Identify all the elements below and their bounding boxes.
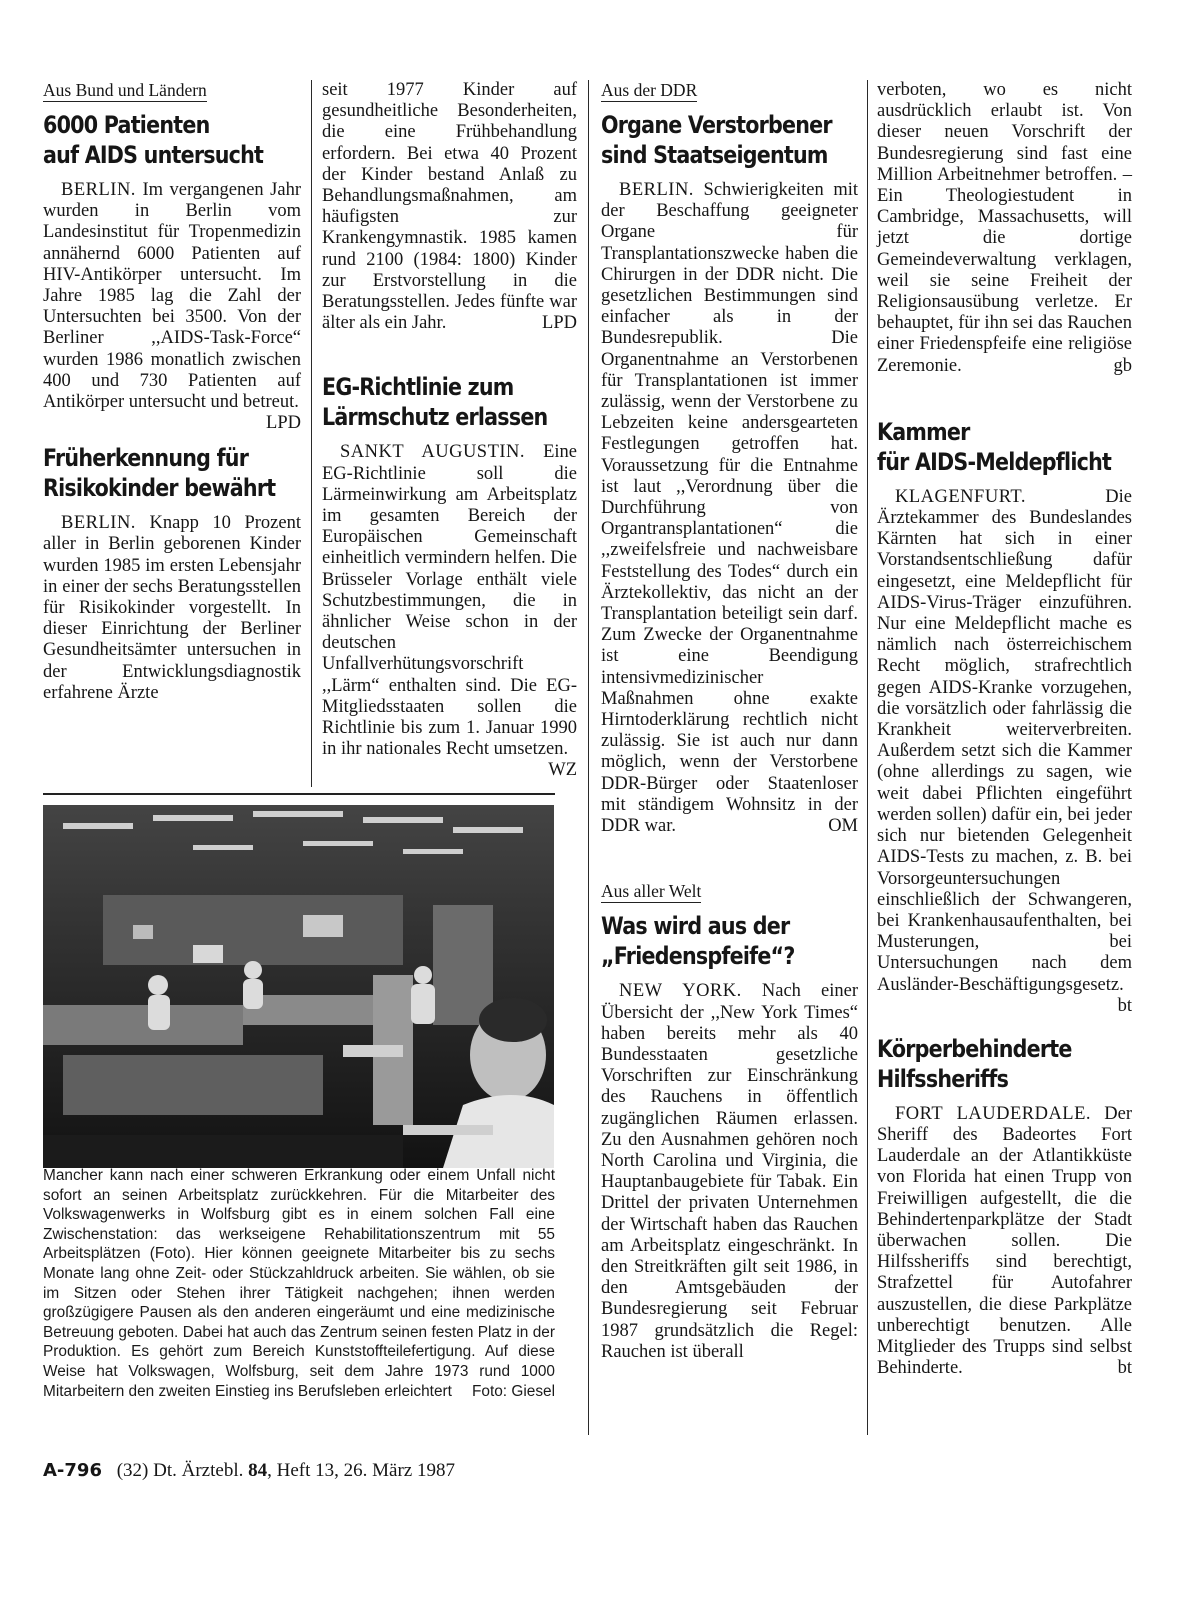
dateline: BERLIN. (61, 513, 136, 534)
article-friedenspfeife-cont (877, 80, 1132, 377)
article-body: verboten, wo es nicht ausdrücklich erlaubt ist. Von dieser neuen Vorschrift der Bundesregierung sind fast eine Million Arbeitnehmer betroffen. – Ein Theologiestudent in Cambridge, Massachusetts, will jetzt die dortige Gemeindeverwaltung verklagen, weil sie seine Freiheit der Religionsausübung verletze. Er behauptet, für ihn sei das Rauchen einer Friedenspfeife eine religiöse Zeremonie. gb (877, 80, 1132, 376)
page-footer (43, 1460, 455, 1482)
headline: Organe Verstorbener sind Staatseigentum (601, 111, 832, 169)
photo-caption: Mancher kann nach einer schweren Erkrankung oder einem Unfall nicht sofort an seinen Arbeitsplatz zurückkehren. Für die Mitarbeiter des Volkswagenwerks in Wolfsburg gibt es in einem solchen Fall eine Zwischenstation: das werkseigene Rehabilitationszentrum mit 55 Arbeitsplätzen (Foto). Hier können geeignete Mitarbeiter bis zu sechs Monate lang ohne Zeit- oder Stückzahldruck arbeiten. Sie wählen, ob sie im Sitzen oder Stehen ihrer Tätigkeit nachgehen; ihnen werden großzügigere Pausen als den anderen eingeräumt und eine medizinische Betreuung geboten. Dabei hat auch das Zentrum seinen festen Platz in der Produktion. Es gehört zum Bereich Kunststoffteilefertigung. Auf diese Weise hat Volkswagen, Wolfsburg, seit dem Jahre 1973 rund 1000 Mitarbeitern den zweiten Einstieg ins Berufsleben erleichtert Foto: Giesel (43, 1167, 555, 1400)
article-friedenspfeife (601, 881, 858, 1363)
column-2 (322, 80, 577, 782)
article-body: BERLIN. Im vergangenen Jahr wurden in Berlin vom Landesinstitut für Tropenmedizin annähernd 6000 Patienten auf HIV-Antikörper untersucht. Im Jahre 1985 lag die Zahl der Untersuchten bei 3500. Von der Berliner ,,AIDS-Task-Force“ wurden 1986 monatlich zwischen 400 und 730 Patienten auf Antikörper untersucht und betreut. LPD (43, 180, 302, 434)
volume: 84 (248, 1460, 268, 1481)
article-kammer (877, 417, 1132, 1016)
factory-workshop-photo (43, 805, 554, 1168)
article-organe (601, 80, 858, 837)
headline: Früherkennung für Risikokinder bewährt (43, 444, 276, 503)
dateline: FORT LAUDERDALE. (895, 1103, 1092, 1124)
article-aids-patienten (43, 80, 302, 434)
headline: EG-Richtlinie zum Lärmschutz erlassen (322, 373, 548, 432)
citation-pre: (32) Dt. Ärztebl. (116, 1460, 244, 1481)
dateline: BERLIN. (619, 180, 694, 200)
author-sig: LPD (266, 413, 301, 434)
column-rule (588, 80, 589, 1435)
column-4 (877, 80, 1132, 1379)
article-frueherkennung (43, 443, 301, 704)
dateline: KLAGENFURT. (895, 486, 1026, 507)
dateline: NEW YORK. (619, 981, 742, 1002)
photo-top-rule (43, 793, 555, 795)
section-kicker: Aus aller Welt (601, 881, 702, 902)
article-body: NEW YORK. Nach einer Übersicht der ,,New York Times“ haben bereits mehr als 40 Bundesstaaten gesetzliche Vorschriften zur Einschränkung des Rauchens in öffentlich zugänglichen Räumen erlassen. Zu den Ausnahmen gehören noch North Carolina und Virginia, die Hauptanbaugebiete für Tabak. Ein Drittel der privaten Unternehmen der Wirtschaft haben das Rauchen am Arbeitsplatz eingeschränkt. In den Streitkräften gilt seit 1986, in den Amtsgebäuden der Bundesregierung seit Februar 1987 grundsätzlich die Regel: Rauchen ist überall (601, 981, 858, 1362)
author-sig: LPD (542, 313, 577, 334)
article-body: KLAGENFURT. Die Ärztekammer des Bundeslandes Kärnten hat sich in einer Vorstandsentschließung dafür eingesetzt, eine Meldepflicht für AIDS-Virus-Träger einzuführen. Nur eine Meldepflicht mache es nämlich nach österreichischem Recht möglich, strafrechtlich gegen AIDS-Kranke vorzugehen, die vorsätzlich oder fahrlässig die Krankheit weiterverbreiten. Außerdem setzt sich die Kammer (ohne allerdings zu sagen, wie weit dabei Pflichten eingeführt werden sollen) dafür ein, bei jeder sich nur bietenden Gelegenheit AIDS-Tests zu machen, z. B. bei Vorsorgeuntersuchungen einschließlich der Schwangeren, bei Krankenhausaufenthalten, bei Musterungen, bei Untersuchungen nach dem Ausländer-Beschäftigungsgesetz. bt (877, 486, 1132, 1016)
dateline: BERLIN. (61, 180, 136, 200)
article-body: FORT LAUDERDALE. Der Sheriff des Badeortes Fort Lauderdale an der Atlantikküste von Florida hat einen Trupp von Freiwilligen aufgestellt, die die Behindertenparkplätze der Stadt überwachen sollen. Die Hilfssheriffs sind berechtigt, Strafzettel für Autofahrer auszustellen, die diese Parkplätze unberechtigt benutzen. Alle Mitglieder des Trupps sind selbst Behinderte. bt (877, 1103, 1133, 1379)
column-rule (867, 80, 868, 1435)
dateline: SANKT AUGUSTIN. (340, 442, 526, 463)
headline: Körperbehinderte Hilfssheriffs (877, 1034, 1072, 1093)
author-sig: gb (1113, 355, 1132, 376)
article-body: seit 1977 Kinder auf gesundheitliche Besonderheiten, die eine Frühbehandlung erfordern. Bei etwa 40 Prozent der Kinder bestand Anlaß zu Behandlungsmaßnahmen, am häufigsten zur Krankengymnastik. 1985 kamen rund 2100 (1984: 1800) Kinder zur Erstvorstellung in die Beratungsstellen. Jedes fünfte war älter als ein Jahr. LPD (322, 80, 577, 334)
section-kicker: Aus der DDR (601, 80, 698, 100)
citation-post: , Heft 13, 26. März 1987 (267, 1460, 455, 1481)
page-number: A-796 (43, 1460, 102, 1481)
author-sig: OM (828, 816, 858, 837)
photo-credit: Foto: Giesel (472, 1382, 555, 1400)
author-sig: bt (1117, 1358, 1132, 1379)
article-body: SANKT AUGUSTIN. Eine EG-Richtlinie soll die Lärmeinwirkung am Arbeitsplatz im gesamten Bereich der Europäischen Gemeinschaft einheitlich vermindern helfen. Die Brüsseler Vorlage enthält viele Schutzbestimmungen, die in ähnlicher Weise schon in der deutschen Unfallverhütungsvorschrift ,,Lärm“ enthalten sind. Die EG-Mitgliedsstaaten sollen die Richtlinie bis zum 1. Januar 1990 in ihr nationales Recht umsetzen. WZ (322, 442, 577, 781)
photo-illustration (43, 805, 554, 1168)
article-hilfssheriffs (877, 1034, 1132, 1380)
headline: Kammer für AIDS-Meldepflicht (877, 417, 1112, 476)
author-sig: WZ (548, 760, 577, 781)
column-3 (601, 80, 858, 1363)
author-sig: bt (1117, 995, 1132, 1016)
column-rule (311, 80, 312, 787)
article-body: BERLIN. Knapp 10 Prozent aller in Berlin geborenen Kinder wurden 1985 im ersten Lebensjahr in einer der sechs Beratungsstellen für Risikokinder vorgestellt. In dieser Einrichtung der Berliner Gesundheitsämter untersuchen in der Entwicklungsdiagnostik erfahrene Ärzte (43, 513, 301, 703)
headline: 6000 Patienten auf AIDS untersucht (43, 111, 264, 169)
article-eg-richtlinie (322, 372, 577, 781)
section-kicker: Aus Bund und Ländern (43, 80, 207, 100)
article-body: BERLIN. Schwierigkeiten mit der Beschaffung geeigneter Organe für Transplantationszwecke haben die Chirurgen in der DDR nicht. Die gesetzlichen Bestimmungen sind einfacher als in der Bundesrepublik. Die Organentnahme an Verstorbenen für Transplantationen ist immer zulässig, wenn der Verstorbene zu Lebzeiten keine andersgearteten Festlegungen getroffen hat. Voraussetzung für die Entnahme ist laut ,,Verordnung über die Durchführung von Organtransplantationen“ die ,,zweifelsfreie und nachweisbare Feststellung des Todes“ durch ein Ärztekollektiv, das nicht an der Transplantation beteiligt sein darf. Zum Zwecke der Organentnahme ist eine Beendigung intensivmedizinischer Maßnahmen ohne exakte Hirntoderklärung rechtlich nicht zulässig. Sie ist auch nur dann möglich, wenn der Verstorbene DDR-Bürger oder Staatenloser mit ständigem Wohnsitz in der DDR war. OM (601, 180, 859, 837)
column-1 (43, 80, 301, 704)
article-frueherkennung-cont (322, 80, 577, 334)
headline: Was wird aus der „Friedenspfeife“? (601, 912, 795, 971)
